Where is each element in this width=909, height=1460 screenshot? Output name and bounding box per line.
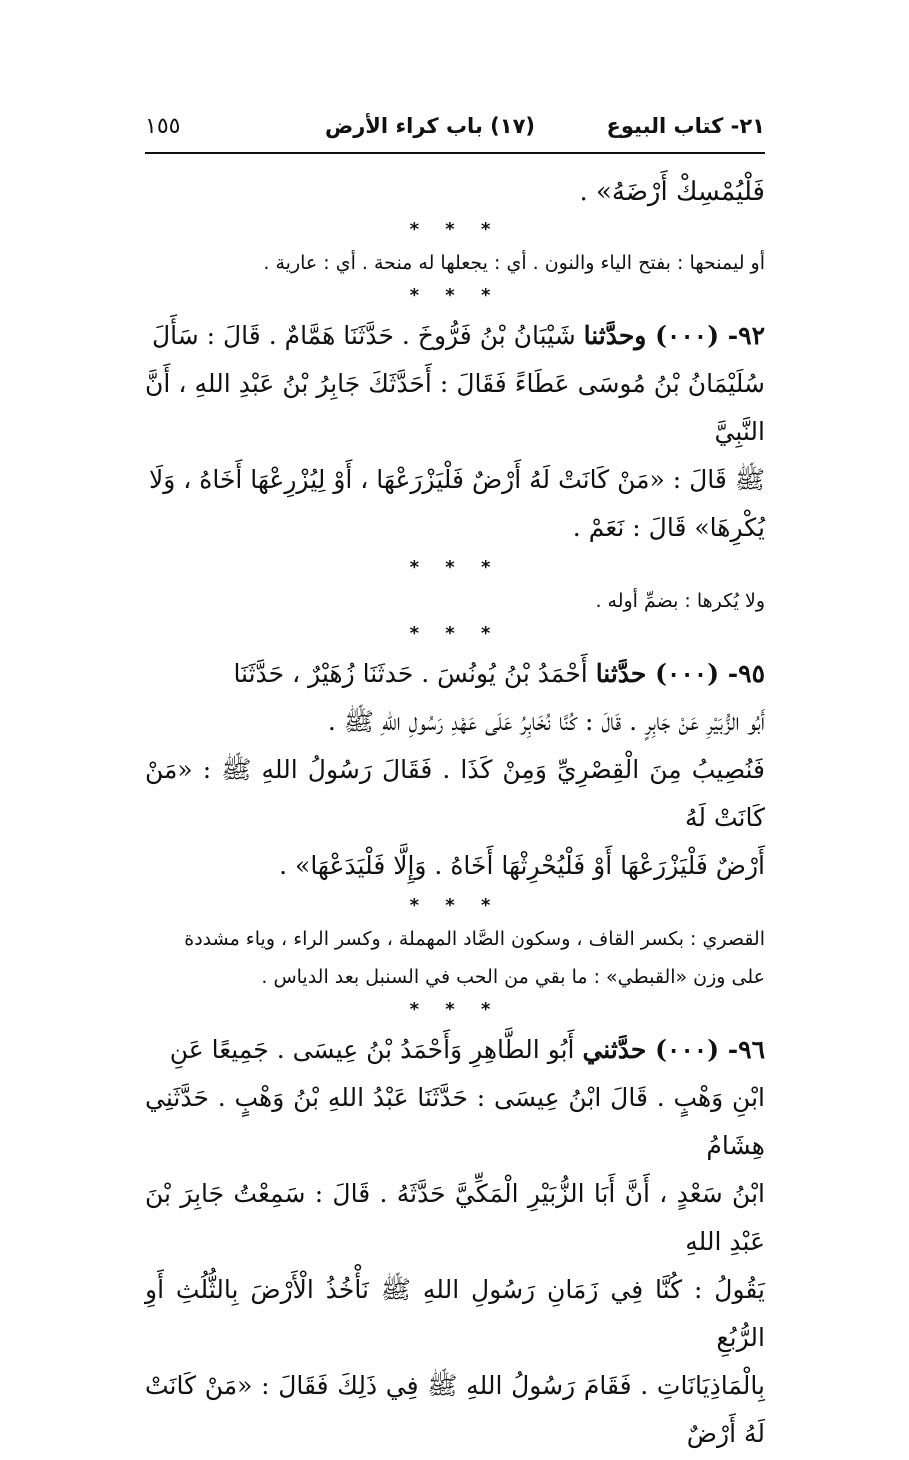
hadith-line: أَبُو الزُّبَيْرِ عَنْ جَابِرٍ . قَالَ : كُنَّا نُخَابِرُ عَلَى عَهْدِ رَسُولِ اللهِ ﷺ . — [327, 707, 765, 736]
note-3-line: القصري : بكسر القاف ، وسكون الصَّاد المهملة ، وكسر الراء ، وياء مشددة — [184, 928, 765, 950]
hadith-line: سُلَيْمَانُ بْنُ مُوسَى عَطَاءً فَقَالَ : أَحَدَّثَكَ جَابِرُ بْنُ عَبْدِ اللهِ ، أَنَّ النَّبِيَّ — [145, 369, 765, 446]
note-2: ولا يُكرها : بضمِّ أوله . — [595, 590, 765, 612]
hadith-line: يُكْرِهَا» قَالَ : نَعَمْ . — [572, 513, 765, 542]
hadith-line — [145, 1026, 765, 1074]
page-number: ١٥٥ — [145, 114, 181, 139]
hadith-96 — [145, 1026, 765, 1458]
note-3-line: على وزن «القبطي» : ما بقي من الحب في السنبل بعد الدياس . — [261, 966, 765, 988]
separator: * * * — [409, 999, 501, 1020]
separator: * * * — [409, 623, 501, 644]
hadith-text: شَيْبَانُ بْنُ فَرُّوخَ . حَدَّثَنَا هَمَّامٌ . قَالَ : سَأَلَ — [151, 321, 576, 350]
hadith-text: أَبُو الطَّاهِرِ وَأَحْمَدُ بْنُ عِيسَى . جَمِيعًا عَنِ — [169, 1035, 575, 1064]
separator: * * * — [409, 557, 501, 578]
note-1: أو ليمنحها : بفتح الياء والنون . أي : يجعلها له منحة . أي : عارية . — [263, 252, 765, 274]
opening-line: فَلْيُمْسِكْ أَرْضَهُ» . — [579, 177, 765, 207]
hadith-line: فَنُصِيبُ مِنَ الْقِصْرِيِّ وَمِنْ كَذَا . فَقَالَ رَسُولُ اللهِ ﷺ : «مَنْ كَانَتْ لَهُ — [145, 755, 765, 832]
hadith-number: ٩٢- (٠٠٠) وحدَّثنا — [583, 321, 765, 350]
separator: * * * — [409, 895, 501, 916]
chapter-title: ٢١- كتاب البيوع — [606, 114, 765, 138]
separator: * * * — [409, 285, 501, 306]
hadith-line: ابْنُ سَعْدٍ ، أَنَّ أَبَا الزُّبَيْرِ الْمَكِّيَّ حَدَّثَهُ . قَالَ : سَمِعْتُ جَابِرَ بْنَ عَبْدِ اللهِ — [145, 1179, 765, 1256]
hadith-line: ابْنِ وَهْبٍ . قَالَ ابْنُ عِيسَى : حَدَّثَنَا عَبْدُ اللهِ بْنُ وَهْبٍ . حَدَّثَنِي هِشَامُ — [145, 1083, 765, 1160]
hadith-95 — [145, 650, 765, 890]
hadith-line: ﷺ قَالَ : «مَنْ كَانَتْ لَهُ أَرْضٌ فَلْيَزْرَعْهَا ، أَوْ لِيُزْرِعْهَا أَخَاهُ ، وَلَا — [148, 465, 765, 494]
hadith-line: يَقُولُ : كُنَّا فِي زَمَانِ رَسُولِ اللهِ ﷺ نَأْخُذُ الْأَرْضَ بِالثُّلُثِ أَوِ الرُّبُعِ — [145, 1275, 765, 1352]
page-header — [145, 112, 765, 154]
hadith-number: ٩٥- (٠٠٠) حدَّثنا — [595, 659, 765, 688]
hadith-92 — [145, 312, 765, 552]
hadith-line — [145, 312, 765, 360]
hadith-number: ٩٦- (٠٠٠) حدَّثني — [582, 1035, 765, 1064]
hadith-line: أَرْضٌ فَلْيَزْرَعْهَا أَوْ فَلْيُحْرِثْهَا أَخَاهُ . وَإِلَّا فَلْيَدَعْهَا» . — [279, 851, 765, 880]
section-title: (١٧) باب كراء الأرض — [324, 114, 535, 138]
separator: * * * — [409, 219, 501, 240]
hadith-line: بِالْمَاذِيَانَاتِ . فَقَامَ رَسُولُ اللهِ ﷺ فِي ذَلِكَ فَقَالَ : «مَنْ كَانَتْ لَهُ أَرْضٌ — [145, 1371, 765, 1448]
hadith-line — [145, 650, 765, 698]
page-content — [145, 170, 765, 1460]
hadith-text: أَحْمَدُ بْنُ يُونُسَ . حَدثَنَا زُهَيْرٌ ، حَدَّثَنَا — [233, 659, 588, 688]
